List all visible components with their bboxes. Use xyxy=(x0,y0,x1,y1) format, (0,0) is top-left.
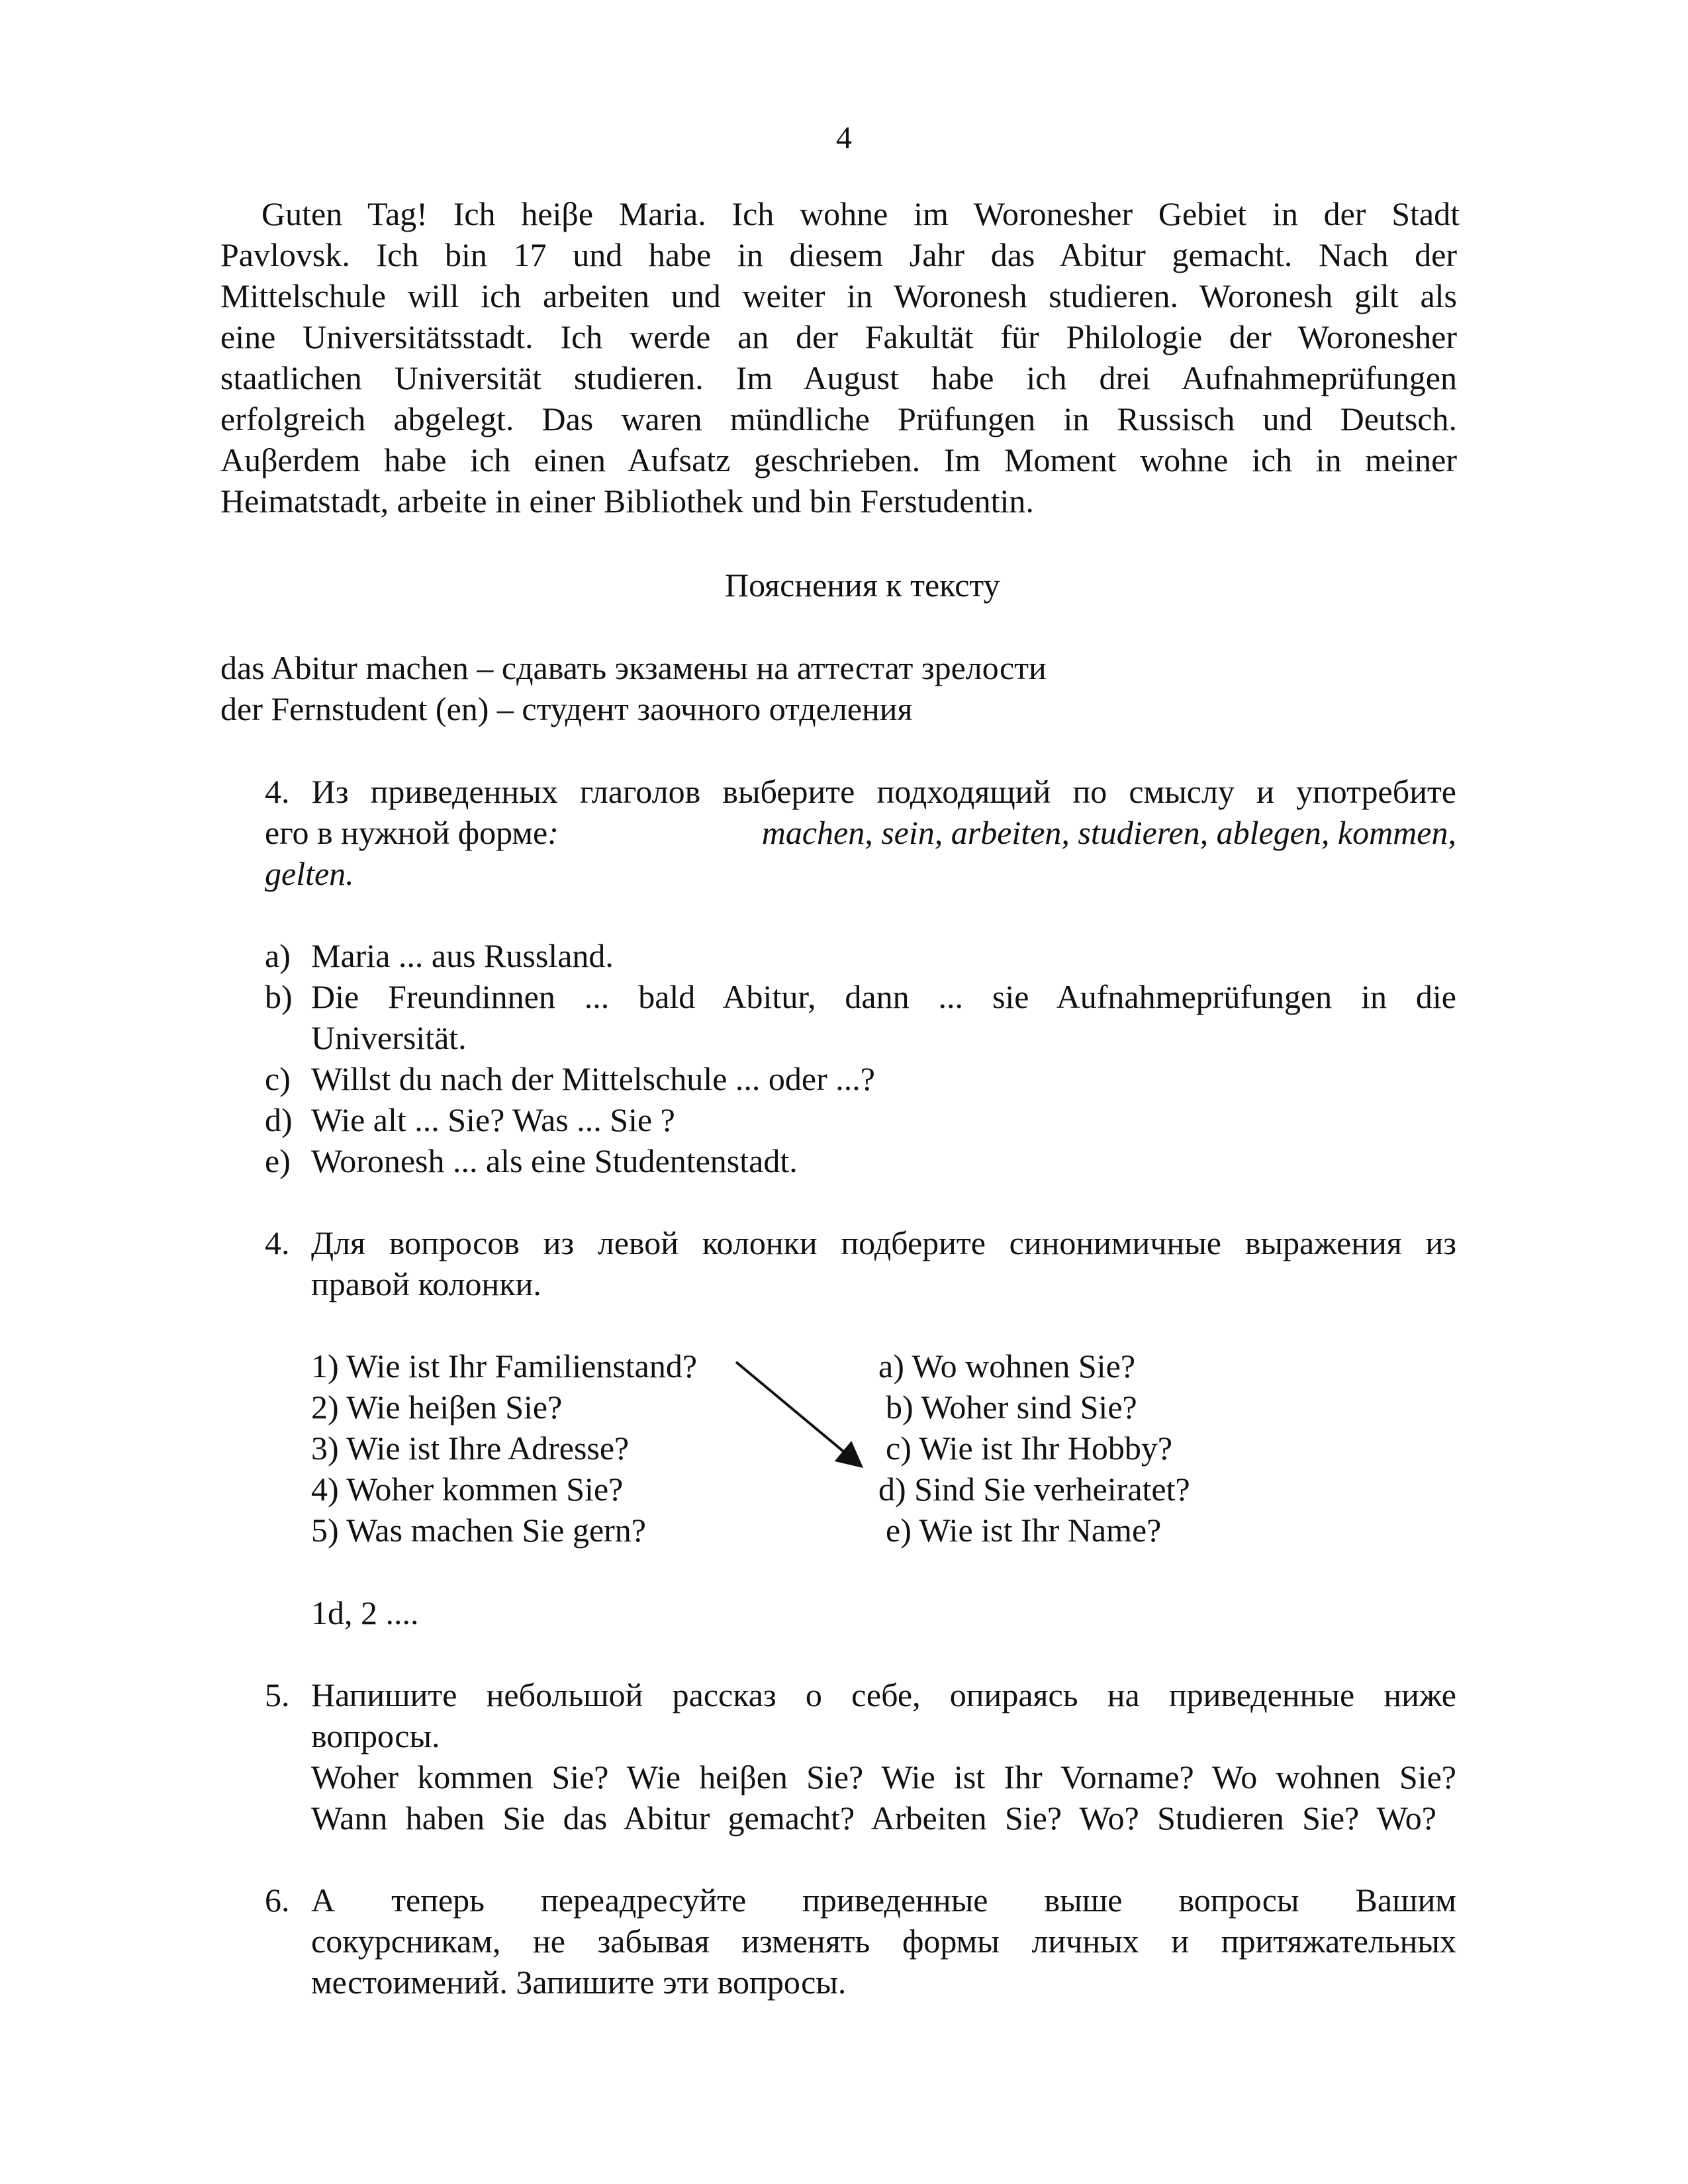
item-label: a) xyxy=(265,937,291,974)
left-question: 4) Woher kommen Sie? xyxy=(311,1471,624,1508)
item-text: Woronesh ... als eine Studentenstadt. xyxy=(311,1142,798,1179)
item-text: Wie alt ... Sie? Was ... Sie ? xyxy=(311,1101,675,1138)
left-question: 2) Wie heiβen Sie? xyxy=(311,1388,563,1426)
note-item: das Abitur machen – сдавать экзамены на аттестат зрелости xyxy=(220,649,1047,686)
item-label: c) xyxy=(265,1060,291,1097)
right-question: d) Sind Sie verheiratet? xyxy=(878,1471,1190,1508)
note-item: der Fernstudent (en) – студент заочного отделения xyxy=(220,690,913,727)
exercise-5-instruction-cont: вопросы. xyxy=(311,1717,440,1754)
text-line: erfolgreich abgelegt. Das waren mündliche Prüfungen in Russisch und Deutsch. xyxy=(220,400,1457,437)
text-line: Heimatstadt, arbeite in einer Bibliothek und bin Ferstudentin. xyxy=(220,482,1034,520)
exercise-b-number: 4. xyxy=(265,1224,290,1261)
exercise-6-instruction: А теперь переадресуйте приведенные выше вопросы Вашим xyxy=(311,1882,1456,1919)
left-question: 1) Wie ist Ihr Familienstand? xyxy=(311,1347,698,1385)
text-line: Mittelschule will ich arbeiten und weiter in Woronesh studieren. Woronesh gilt als xyxy=(220,277,1457,314)
exercise-6-instruction: местоимений. Запишите эти вопросы. xyxy=(311,1964,847,2001)
exercise-5-questions: Wann haben Sie das Abitur gemacht? Arbeiten Sie? Wo? Studieren Sie? Wo? xyxy=(311,1799,1436,1837)
item-label: e) xyxy=(265,1142,291,1179)
exercise-a-instruction-line2 xyxy=(265,812,1456,853)
item-text: Maria ... aus Russland. xyxy=(311,937,614,974)
text-line: Auβerdem habe ich einen Aufsatz geschrieben. Im Moment wohne ich in meiner xyxy=(220,441,1457,478)
exercise-b-instruction-cont: правой колонки. xyxy=(311,1265,541,1302)
item-text-cont: Universität. xyxy=(311,1019,467,1056)
item-label: d) xyxy=(265,1101,293,1138)
item-text: Die Freundinnen ... bald Abitur, dann ... sie Aufnahmeprüfungen in die xyxy=(311,978,1456,1015)
left-question: 3) Wie ist Ihre Adresse? xyxy=(311,1430,630,1467)
right-question: e) Wie ist Ihr Name? xyxy=(886,1512,1162,1549)
right-question: a) Wo wohnen Sie? xyxy=(878,1347,1136,1385)
text-line: Pavlovsk. Ich bin 17 und habe in diesem Jahr das Abitur gemacht. Nach der xyxy=(220,236,1457,273)
right-question: c) Wie ist Ihr Hobby? xyxy=(886,1430,1173,1467)
right-question: b) Woher sind Sie? xyxy=(886,1388,1137,1426)
exercise-5-instruction: Напишите небольшой рассказ о себе, опираясь на приведенные ниже xyxy=(311,1676,1456,1713)
verb-list: machen, sein, arbeiten, studieren, ablegen, kommen, xyxy=(761,814,1456,851)
text-line: Guten Tag! Ich heiβe Maria. Ich wohne im Woronesher Gebiet in der Stadt xyxy=(261,195,1460,232)
page-number: 4 xyxy=(836,120,852,156)
exercise-5-questions: Woher kommen Sie? Wie heiβen Sie? Wie ist Ihr Vorname? Wo wohnen Sie? xyxy=(311,1758,1456,1796)
text-line: eine Universitätsstadt. Ich werde an der Fakultät für Philologie der Woronesher xyxy=(220,318,1457,355)
exercise-5-number: 5. xyxy=(265,1676,290,1713)
exercise-a-instruction: 4. Из приведенных глаголов выберите подходящий по смыслу и употребите xyxy=(265,773,1456,810)
left-question: 5) Was machen Sie gern? xyxy=(311,1512,646,1549)
notes-title: Пояснения к тексту xyxy=(725,567,1000,604)
exercise-6-number: 6. xyxy=(265,1882,290,1919)
text-line: staatlichen Universität studieren. Im August habe ich drei Aufnahmeprüfungen xyxy=(220,359,1457,396)
exercise-6-instruction: сокурсникам, не забывая изменять формы личных и притяжательных xyxy=(311,1923,1456,1960)
exercise-b-instruction: Для вопросов из левой колонки подберите синонимичные выражения из xyxy=(311,1224,1456,1261)
item-label: b) xyxy=(265,978,293,1015)
verb-list-end: gelten. xyxy=(265,855,354,892)
item-text: Willst du nach der Mittelschule ... oder ...? xyxy=(311,1060,875,1097)
instruction-text: его в нужной форме: xyxy=(265,814,559,851)
answer-example: 1d, 2 .... xyxy=(311,1594,419,1631)
